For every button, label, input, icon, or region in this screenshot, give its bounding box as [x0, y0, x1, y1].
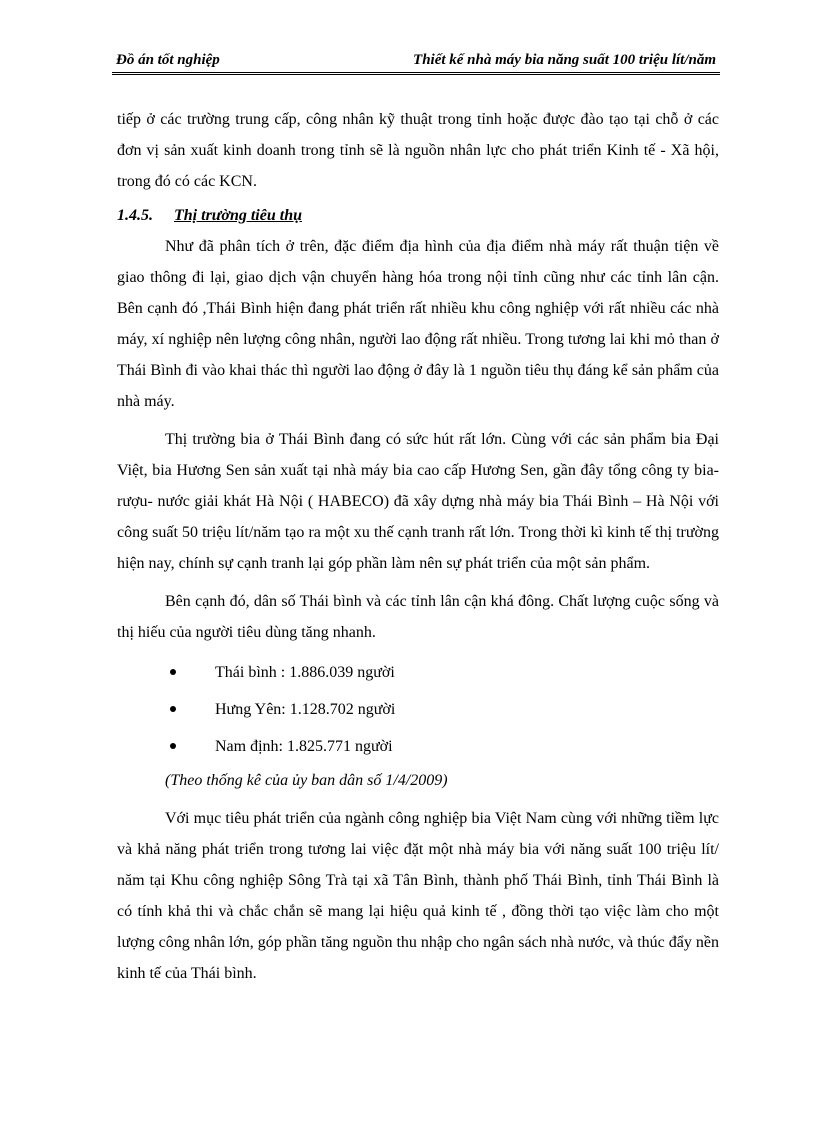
paragraph-location-advantage: Như đã phân tích ở trên, đặc điểm địa hình của địa điểm nhà máy rất thuận tiện về giao thông đi lại, giao dịch vận chuyển hàng hóa trong nội tỉnh cũng như các tỉnh lân cận. Bên cạnh đó ,Thái Bình hiện đang phát triển rất nhiều khu công nghiệp với rất nhiều các nhà máy, xí nghiệp nên lượng công nhân, người lao động rất nhiều. Trong tương lai khi mỏ than ở Thái Bình đi vào khai thác thì người lao động ở đây là 1 nguồn tiêu thụ đáng kể sản phẩm của nhà máy.	[117, 238, 719, 410]
paragraph-conclusion: Với mục tiêu phát triển của ngành công nghiệp bia Việt Nam cùng với những tiềm lực và khả năng phát triển trong tương lai việc đặt một nhà máy bia với năng suất 100 triệu lít/ năm tại Khu công nghiệp Sông Trà tại xã Tân Bình, thành phố Thái Bình, tỉnh Thái Bình là có tính khả thi và chắc chắn sẽ mang lại hiệu quả kinh tế , đồng thời tạo việc làm cho một lượng công nhân lớn, góp phần tăng nguồn thu nhập cho ngân sách nhà nước, và thúc đẩy nền kinh tế của Thái bình.	[117, 810, 719, 982]
paragraph-continuation: tiếp ở các trường trung cấp, công nhân kỹ thuật trong tỉnh hoặc được đào tạo tại chỗ ở các đơn vị sản xuất kinh doanh trong tỉnh sẽ là nguồn nhân lực cho phát triển Kinh tế - Xã hội, trong đó có các KCN.	[117, 111, 719, 190]
page-content	[117, 104, 719, 989]
population-list	[117, 654, 719, 765]
list-item	[117, 654, 719, 691]
list-item	[117, 728, 719, 765]
source-note: (Theo thống kê của ủy ban dân số 1/4/2009)	[165, 772, 448, 789]
list-item	[117, 691, 719, 728]
paragraph-population: Bên cạnh đó, dân số Thái bình và các tỉnh lân cận khá đông. Chất lượng cuộc sống và thị hiếu của người tiêu dùng tăng nhanh.	[117, 593, 719, 641]
bullet-icon	[170, 706, 176, 712]
page-header	[112, 50, 720, 75]
bullet-icon	[170, 669, 176, 675]
header-left-title: Đồ án tốt nghiệp	[116, 52, 220, 68]
paragraph-beer-market: Thị trường bia ở Thái Bình đang có sức hút rất lớn. Cùng với các sản phẩm bia Đại Việt, bia Hương Sen sản xuất tại nhà máy bia cao cấp Hương Sen, gần đây tổng công ty bia- rượu- nước giải khát Hà Nội ( HABECO) đã xây dựng nhà máy bia Thái Bình – Hà Nội với công suất 50 triệu lít/năm tạo ra một xu thế cạnh tranh rất lớn. Trong thời kì kinh tế thị trường hiện nay, chính sự cạnh tranh lại góp phần làm nên sự phát triển của một sản phẩm.	[117, 431, 719, 572]
header-right-title: Thiết kế nhà máy bia năng suất 100 triệu lít/năm	[413, 52, 716, 68]
population-entry: Hưng Yên: 1.128.702 người	[215, 701, 396, 718]
section-title: Thị trường tiêu thụ	[174, 207, 302, 224]
population-entry: Thái bình : 1.886.039 người	[215, 664, 395, 681]
section-number: 1.4.5.	[117, 207, 153, 224]
bullet-icon	[170, 743, 176, 749]
population-entry: Nam định: 1.825.771 người	[215, 738, 393, 755]
section-heading	[117, 200, 719, 231]
